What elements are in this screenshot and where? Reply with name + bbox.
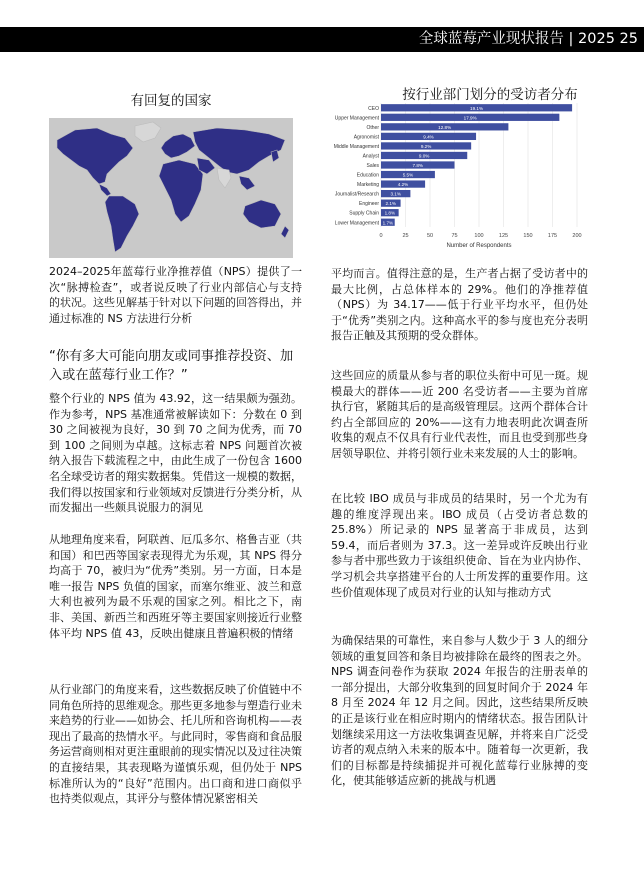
x-tick-label: 50 — [426, 233, 434, 239]
bar-data-label: 3.1% — [390, 191, 401, 197]
africa-shape — [159, 160, 203, 222]
category-label: Middle Management — [333, 143, 379, 150]
bar-data-label: 12.8% — [438, 124, 452, 130]
job-titles-paragraph: 这些回应的质量从参与者的职位头衔中可见一斑。规模最大的群体——近 200 名受访者——主要为首席执行官，紧随其后的是高级管理层。这两个群体合计约占全部回应的 20%——这有力地表明此次调查所收集的观点不仅具有行业代表性，而且也受到那些身居领导职位、并将引领行业未来发展的人士的影响。 — [331, 369, 588, 460]
x-tick-label: 175 — [547, 233, 558, 239]
methodology-paragraph: 为确保结果的可靠性，来自参与人数少于 3 人的细分领域的重复回答和条目均被排除在最终的图表之外。NPS 调查问卷作为获取 2024 年报告的注册表单的一部分提出，大部分收集到的回复时间介于 2024 年 8 月至 2024 年 12 月之间。因此，这些结果所反映的正是该行业在相应时期内的情绪状态。报告团队计划继续采用这一方法收集调查见解，并将来自广泛受访者的观点纳入未来的版本中。随着每一次更新，我们的目标都是持续捕捉并可视化蓝莓行业脉搏的变化，使其能够适应新的挑战与机遇 — [331, 634, 588, 788]
bar-data-label: 5.5% — [402, 172, 414, 178]
bar-data-label: 9.0% — [418, 153, 430, 159]
bar-data-label: 1.8% — [384, 210, 396, 216]
x-axis-label: Number of Respondents — [446, 243, 512, 249]
greenland-shape — [135, 122, 161, 142]
category-label: Other — [366, 124, 379, 131]
category-label: Sales — [366, 163, 379, 170]
chart-section-title: 按行业部门划分的受访者分布 — [402, 87, 578, 103]
world-map — [49, 118, 293, 258]
new-zealand-shape — [281, 226, 289, 238]
category-label: Analyst — [362, 153, 379, 160]
category-label: CEO — [368, 105, 379, 112]
x-tick-label: 100 — [474, 233, 484, 239]
x-tick-label: 200 — [572, 233, 582, 239]
bar-data-label: 9.2% — [420, 143, 432, 149]
category-label: Supply Chain — [349, 210, 379, 217]
report-header-title: 全球蓝莓产业现状报告 | 2025 25 — [418, 31, 638, 47]
x-tick-label: 75 — [451, 233, 458, 239]
ibo-members-paragraph: 在比较 IBO 成员与非成员的结果时，另一个尤为有趣的维度浮现出来。IBO 成员（占受访者总数的 25.8%）所记录的 NPS 显著高于非成员，达到 59.4，而后者则为 37.3。这一差异或许反映出行业参与者中那些致力于该组织使命、旨在为业内协作、学习机会共享搭建平台的人士所发挥的重要作用。这些价值观体现了成员对行业的认知与推动方式 — [331, 492, 588, 599]
central-america-shape — [99, 184, 111, 196]
bar-data-label: 7.8% — [412, 163, 423, 169]
bar-data-label: 4.2% — [397, 182, 409, 188]
europe-shape — [161, 134, 195, 158]
bar-data-label: 9.4% — [423, 134, 434, 140]
south-america-shape — [105, 196, 139, 252]
bar-data-label: 1.7% — [382, 220, 394, 226]
bar-data-label: 17.9% — [463, 115, 477, 121]
north-america-shape — [57, 128, 133, 184]
respondent-bar-chart — [327, 97, 589, 264]
category-label: Upper Management — [334, 115, 379, 122]
bar-chart-svg — [327, 97, 589, 264]
x-tick-label: 150 — [523, 233, 533, 239]
x-tick-label: 25 — [402, 233, 409, 239]
x-tick-label: 125 — [498, 233, 509, 239]
category-label: Marketing — [357, 182, 379, 189]
category-label: Engineer — [358, 201, 379, 208]
india-shape — [217, 168, 231, 188]
geography-paragraph: 从地理角度来看，阿联酋、厄瓜多尔、格鲁吉亚（共和国）和巴西等国家表现得尤为乐观，其 NPS 得分均高于 70，被归为“优秀”类别。另一方面，日本是唯一报告 NPS 负值的国家，而塞尔维亚、波兰和意大利也被列为最不乐观的国家之列。相比之下，南非、美国、新西兰和西班牙等主要国家则接近行业整体平均 NPS 值 43，反映出健康且普遍积极的情绪 — [49, 533, 302, 640]
survey-question-quote: “你有多大可能向朋友或同事推荐投资、加入或在蓝莓行业工作？” — [49, 349, 294, 383]
nps-overview-paragraph: 整个行业的 NPS 值为 43.92，这一结果颇为强劲。作为参考，NPS 基准通常被解读如下：分数在 0 到 30 之间被视为良好，30 到 70 之间为优秀，而 70 到 100 之间则为卓越。这标志着 NPS 问题首次被纳入报告下载流程之中，由此生成了一份包含 1600 名全球受访者的翔实数据集。凭借这一规模的数据，我们得以按国家和行业领域对反馈进行分类分析，从而发掘出一些颇具说服力的洞见 — [49, 392, 302, 515]
category-label: Agronomist — [353, 134, 379, 141]
category-label: Lower Management — [334, 220, 379, 227]
bar-data-label: 19.1% — [470, 105, 484, 111]
x-tick-label: 0 — [379, 233, 383, 239]
category-label: Education — [356, 172, 379, 179]
sector-paragraph: 从行业部门的角度来看，这些数据反映了价值链中不同角色所持的思维观念。那些更多地参与塑造行业未来趋势的行业——如协会、托儿所和咨询机构——表现出了最高的热情水平。与此同时，零售商和食品服务运营商则相对更注重眼前的现实情况以及过往决策的直接结果，其表现略为谨慎乐观，但仍处于 NPS 标准所认为的“良好”范围内。出口商和进口商似乎也持类似观点，其评分与整体情况紧密相关 — [49, 683, 302, 806]
intro-paragraph: 2024–2025年蓝莓行业净推荐值（NPS）提供了一次“脉搏检查”，或者说反映了行业内部信心与支持的状况。这些见解基于针对以下问题的回答得出，并通过标准的 NS 方法进行分析 — [49, 265, 302, 325]
australia-shape — [243, 200, 281, 228]
southeast-asia-shape — [239, 176, 255, 190]
category-label: Journalist/Research — [334, 191, 379, 198]
map-section-title: 有回复的国家 — [130, 93, 212, 109]
producers-paragraph: 平均而言。值得注意的是，生产者占据了受访者中的最大比例，占总体样本的 29%。他们的净推荐值（NPS）为 34.17——低于行业平均水平，但仍处于“优秀”类别之内。这种高水平的参与度也充分表明报告正触及其预期的受众群体。 — [331, 267, 588, 343]
world-map-svg — [49, 118, 293, 258]
bar-data-label: 2.1% — [385, 201, 397, 207]
